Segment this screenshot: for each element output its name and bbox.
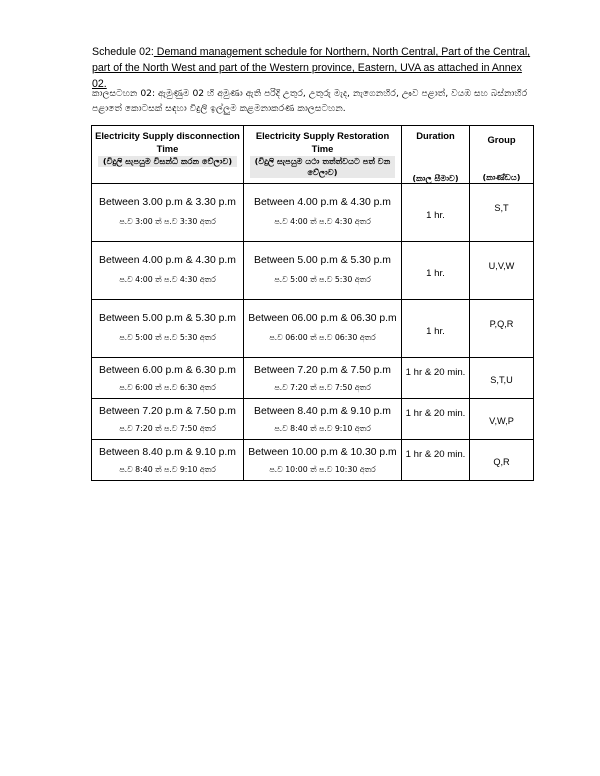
table-row [92, 242, 534, 300]
disconnection-cell: Between 7.20 p.m & 7.50 p.m ප.ව 7:20 ත් ප.ව 7:50 අතර [92, 399, 244, 440]
table-row [92, 358, 534, 399]
duration-cell: 1 hr & 20 min. [402, 358, 470, 399]
disconnection-cell: Between 6.00 p.m & 6.30 p.m ප.ව 6:00 ත් ප.ව 6:30 අතර [92, 358, 244, 399]
restoration-cell: Between 06.00 p.m & 06.30 p.m ප.ව 06:00 ත් ප.ව 06:30 අතර [244, 300, 402, 358]
disconnection-cell: Between 5.00 p.m & 5.30 p.m ප.ව 5:00 ත් ප.ව 5:30 අතර [92, 300, 244, 358]
table-header-row [92, 126, 534, 184]
header-group: Group (කාණ්ඩය) [470, 126, 534, 184]
header-disconnection-time: Electricity Supply disconnection Time (විදුලි සැපයුම විසන්ධි කරන වේලාව) [92, 126, 244, 184]
group-cell: S,T,U [470, 358, 534, 399]
demand-schedule-table [91, 125, 534, 481]
table-row [92, 440, 534, 481]
restoration-cell: Between 10.00 p.m & 10.30 p.m ප.ව 10:00 ත් ප.ව 10:30 අතර [244, 440, 402, 481]
restoration-cell: Between 4.00 p.m & 4.30 p.m ප.ව 4:00 ත් ප.ව 4:30 අතර [244, 184, 402, 242]
header-restoration-time: Electricity Supply Restoration Time (විදුලි සැපයුම යථා තත්ත්වයට පත් වන වේලාව) [244, 126, 402, 184]
table-row [92, 184, 534, 242]
duration-cell: 1 hr. [402, 242, 470, 300]
header-duration: Duration (කාල සීමාව) [402, 126, 470, 184]
schedule-intro-english [92, 44, 532, 92]
disconnection-cell: Between 8.40 p.m & 9.10 p.m ප.ව 8:40 ත් ප.ව 9:10 අතර [92, 440, 244, 481]
restoration-cell: Between 7.20 p.m & 7.50 p.m ප.ව 7:20 ත් ප.ව 7:50 අතර [244, 358, 402, 399]
schedule-label: Schedule 02: [92, 46, 154, 58]
group-cell: V,W,P [470, 399, 534, 440]
group-cell: U,V,W [470, 242, 534, 300]
disconnection-cell: Between 4.00 p.m & 4.30 p.m ප.ව 4:00 ත් ප.ව 4:30 අතර [92, 242, 244, 300]
group-cell: Q,R [470, 440, 534, 481]
schedule-intro-sinhala: කාලසටහන 02: ඇමුණුම 02 හි අමුණා ඇති පරිදි උතුර, උතුරු මැද, නැගෙනහිර, ඌව පළාත්, වයඹ සහ බස්නාහිර පළාතේ කොටසක් සඳහා විදුලි ඉල්ලුම කළමනාකරණ කාලසටහන. [92, 88, 528, 114]
restoration-cell: Between 5.00 p.m & 5.30 p.m ප.ව 5:00 ත් ප.ව 5:30 අතර [244, 242, 402, 300]
duration-cell: 1 hr & 20 min. [402, 399, 470, 440]
group-cell: S,T [470, 184, 534, 242]
duration-cell: 1 hr. [402, 184, 470, 242]
duration-cell: 1 hr. [402, 300, 470, 358]
duration-cell: 1 hr & 20 min. [402, 440, 470, 481]
table-row [92, 300, 534, 358]
group-cell: P,Q,R [470, 300, 534, 358]
disconnection-cell: Between 3.00 p.m & 3.30 p.m ප.ව 3:00 ත් ප.ව 3:30 අතර [92, 184, 244, 242]
schedule-description: Demand management schedule for Northern, North Central, Part of the Central, part of the North West and part of the Western province, Eastern, UVA as attached in Annex 02. [92, 46, 531, 90]
table-row [92, 399, 534, 440]
restoration-cell: Between 8.40 p.m & 9.10 p.m ප.ව 8:40 ත් ප.ව 9:10 අතර [244, 399, 402, 440]
